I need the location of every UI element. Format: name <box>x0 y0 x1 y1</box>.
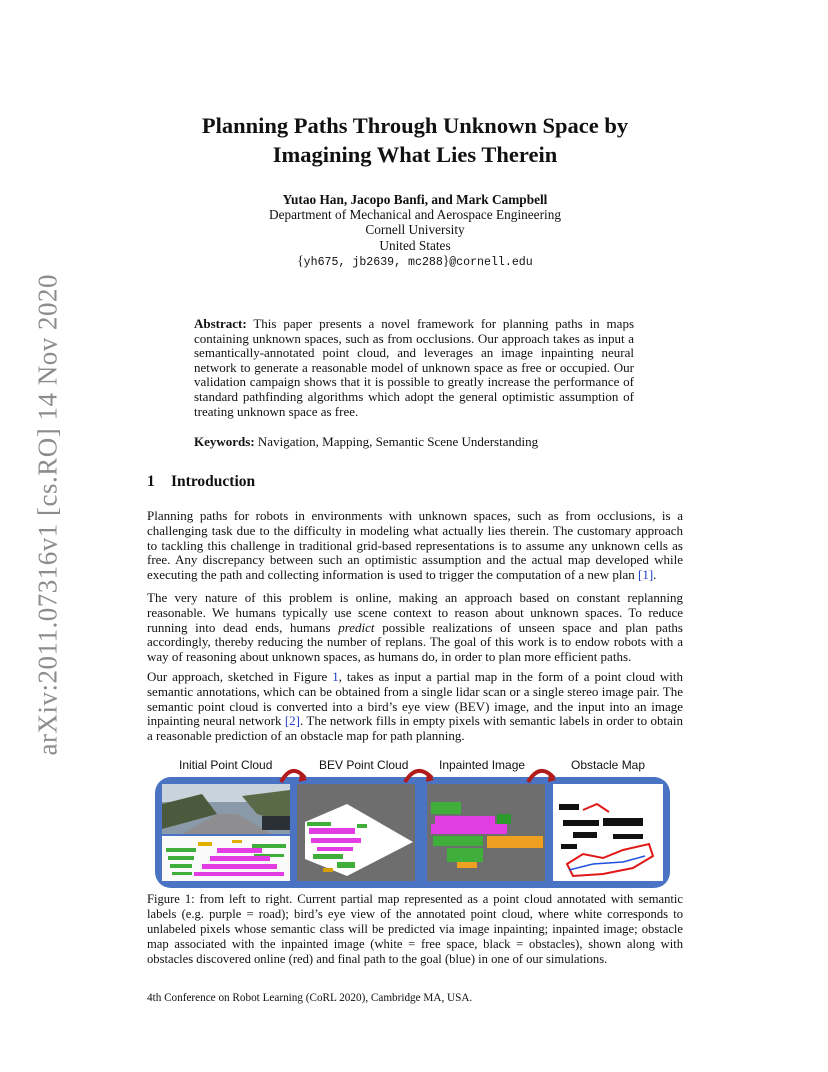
para2-a: The very nature of this problem is online, making an approach based on constant replanning reasonable. We humans typically use scene context to reason about unknown spaces. To reduce running into dead ends, humans <box>147 590 683 635</box>
author-country: United States <box>379 237 451 253</box>
abstract-text: This paper presents a novel framework for planning paths in maps containing unknown spaces, such as from occlusions. Our approach takes as input a semantically-annotated point cloud, and leverages an image inpainting neural network to generate a reasonable model of unknown space as free or occupied. Our validation campaign shows that it is possible to greatly increase the performance of standard pathfinding algorithms which adopt the general optimistic assumption of treating unknown space as free. <box>194 316 634 419</box>
arxiv-identifier: arXiv:2011.07316v1 [cs.RO] 14 Nov 2020 <box>32 274 63 756</box>
title-line-1: Planning Paths Through Unknown Space by <box>201 113 629 138</box>
email-ids: yh675, jb2639, mc288 <box>303 255 443 269</box>
label-bev-point-cloud: BEV Point Cloud <box>319 758 409 772</box>
keywords-label: Keywords: <box>194 434 255 449</box>
label-inpainted-image: Inpainted Image <box>439 758 526 772</box>
paper-title <box>145 111 685 169</box>
email-domain: @cornell.edu <box>449 255 533 269</box>
abstract-label: Abstract: <box>194 316 247 331</box>
author-university: Cornell University <box>365 222 465 238</box>
abstract <box>194 317 634 419</box>
title-line-2: Imagining What Lies Therein <box>272 142 558 167</box>
intro-paragraph-3 <box>147 670 683 744</box>
bev-point-cloud-image <box>297 784 415 881</box>
figure-1 <box>155 758 670 888</box>
citation-link-1[interactable]: [1] <box>637 567 654 583</box>
keywords-text: Navigation, Mapping, Semantic Scene Understanding <box>257 434 539 449</box>
intro-paragraph-2 <box>147 591 683 665</box>
label-obstacle-map: Obstacle Map <box>571 758 646 772</box>
obstacle-map-image <box>553 784 663 881</box>
author-block <box>145 192 685 270</box>
para3-c: . The network fills in empty pixels with semantic labels in order to obtain a reasonable prediction of an obstacle map for path planning. <box>147 713 683 744</box>
figure-caption: Figure 1: from left to right. Current partial map represented as a point cloud annotated with semantic labels (e.g. purple = road); bird’s eye view of the annotated point cloud, where white corresponds to unlabeled pixels whose semantic class will be predicted via image inpainting; inpainted image; obstacle map associated with the inpainted image (white = free space, black = obstacles), shown along with obstacles discovered online (red) and final path to the goal (blue) in one of our simulations. <box>147 892 683 966</box>
initial-point-cloud-image <box>162 784 290 881</box>
author-emails: {yh675, jb2639, mc288}@cornell.edu <box>297 252 533 269</box>
figure-link[interactable]: 1 <box>332 669 339 684</box>
conference-footer: 4th Conference on Robot Learning (CoRL 2020), Cambridge MA, USA. <box>147 992 473 1004</box>
para1-end: . <box>653 567 657 583</box>
para3-a: Our approach, sketched in Figure <box>147 669 333 684</box>
para3-b: , takes as input a partial map in the form of a point cloud with semantic annotations, which can be obtained from a single lidar scan or a single stereo image pair. The semantic point cloud is converted into a bird’s eye view (BEV) image, and the input into an image inpainting neural network <box>147 669 684 729</box>
citation-link-2[interactable]: [2] <box>284 713 301 729</box>
author-department: Department of Mechanical and Aerospace Engineering <box>268 207 562 223</box>
label-initial-point-cloud: Initial Point Cloud <box>179 758 273 772</box>
para2-emphasis: predict <box>338 619 375 635</box>
author-names: Yutao Han, Jacopo Banfi, and Mark Campbell <box>282 192 548 207</box>
section-number: 1 <box>147 473 155 490</box>
keywords <box>194 434 634 450</box>
section-heading <box>147 473 255 491</box>
para2-b: possible realizations of unseen space and plan paths accordingly, thereby reducing the number of replans. The goal of this work is to endow robots with a way of reasoning about unknown spaces, as humans do, in order to plan more efficient paths. <box>147 619 683 665</box>
inpainted-image <box>427 784 545 881</box>
intro-paragraph-1 <box>147 509 683 583</box>
section-title: Introduction <box>171 473 256 490</box>
para1-text: Planning paths for robots in environments with unknown spaces, such as from occlusions, is a challenging task due to the difficulty in modeling what actually lies therein. The customary approach to tackling this challenge in traditional grid-based representations is to assume any unknown cells as free. Any discrepancy between such an optimistic assumption and the actual map developed while executing the path and collecting information is used to trigger the computation of a new plan <box>147 508 683 583</box>
